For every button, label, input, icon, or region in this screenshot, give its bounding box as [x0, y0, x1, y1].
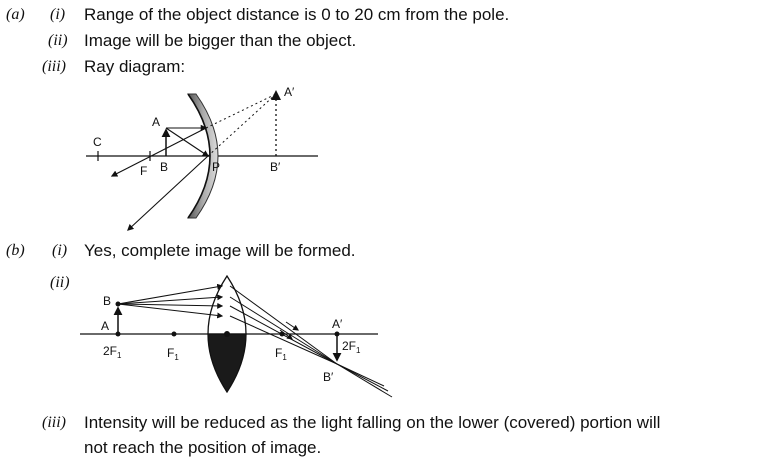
convex-lens-ray-diagram: [80, 276, 392, 397]
diverging-ray-3: [337, 364, 384, 386]
label-P: P: [212, 160, 221, 174]
label-B-prime-a: B′: [270, 160, 281, 174]
incident-ray-2: [118, 297, 222, 304]
label-A-a: A: [152, 115, 161, 129]
item-a-iii-text: Ray diagram:: [84, 57, 186, 76]
virtual-extension-1: [206, 94, 276, 128]
item-b-ii-number: (ii): [50, 274, 70, 291]
part-a-label: (a): [6, 6, 25, 23]
point-F1-left: [172, 332, 177, 337]
virtual-extension-2: [208, 94, 276, 156]
item-b-iii-text: Intensity will be reduced as the light falling on the lower (covered) portion will: [84, 413, 661, 432]
item-a-i-number: (i): [50, 6, 66, 23]
item-b-i-number: (i): [52, 242, 68, 259]
part-b-label: (b): [6, 242, 25, 259]
label-A-prime-b: A′: [332, 317, 343, 331]
item-a-iii-number: (iii): [42, 58, 66, 75]
item-b-iii-number: (iii): [42, 414, 66, 431]
label-B-prime-b: B′: [323, 370, 334, 384]
optical-centre: [224, 331, 230, 337]
label-B-b: B: [103, 294, 112, 308]
label-F1-left: $F_1$: [167, 346, 179, 362]
item-a-ii-number: (ii): [48, 32, 68, 49]
item-b-i-text: Yes, complete image will be formed.: [84, 241, 356, 260]
concave-mirror-ray-diagram: [86, 85, 318, 230]
label-C: C: [93, 135, 102, 149]
label-F-a: F: [140, 164, 148, 178]
ray-to-pole-incident: [166, 128, 208, 156]
item-a-i-text: Range of the object distance is 0 to 20 cm from the pole.: [84, 5, 510, 24]
item-b-iii-continuation: not reach the position of image.: [84, 438, 322, 457]
diverging-ray-1: [337, 364, 392, 397]
incident-ray-1: [118, 286, 222, 304]
refracted-arrow-2: [286, 322, 298, 330]
lens-lower-half-covered: [208, 334, 246, 392]
point-2F1-left: [116, 332, 121, 337]
lens-upper-half: [208, 276, 246, 334]
label-A-b: A: [101, 319, 110, 333]
label-F1-right: $F_1$: [275, 346, 287, 362]
label-2F1-left: $2F_1$: [103, 344, 122, 360]
virtual-image-arrowhead: [271, 90, 281, 100]
label-B-a: B: [160, 160, 169, 174]
label-2F1-right: $2F_1$: [342, 339, 361, 355]
item-a-ii-text: Image will be bigger than the object.: [84, 31, 357, 50]
ray-through-focus-reflected: [112, 128, 206, 176]
label-A-prime-a: A′: [284, 85, 295, 99]
